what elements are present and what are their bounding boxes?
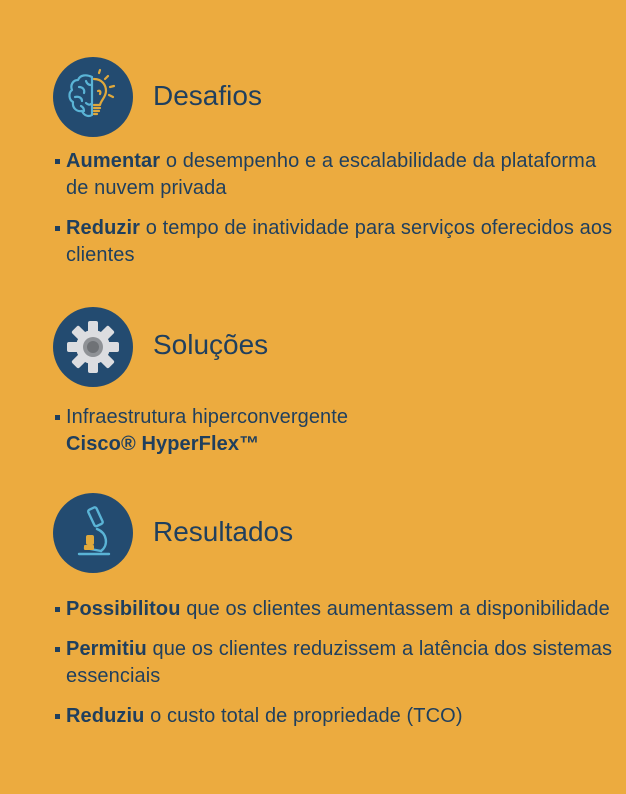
bullet-marker bbox=[55, 415, 60, 420]
list-item bbox=[55, 703, 615, 730]
bullet-text: Infraestrutura hiperconvergente bbox=[66, 406, 349, 428]
list-item bbox=[55, 636, 615, 690]
results-bullets bbox=[55, 596, 615, 730]
bullet-bold: Permitiu bbox=[66, 638, 147, 660]
list-item bbox=[55, 148, 615, 202]
bullet-text: que os clientes aumentassem a disponibilidade bbox=[180, 598, 610, 620]
results-title: Resultados bbox=[153, 516, 294, 547]
challenges-bullets bbox=[55, 148, 615, 269]
product-name: Cisco® HyperFlex™ bbox=[66, 433, 260, 455]
list-item bbox=[55, 404, 615, 458]
bullet-marker bbox=[55, 226, 60, 231]
bullet-bold: Reduziu bbox=[66, 705, 145, 727]
bullet-marker bbox=[55, 647, 60, 652]
gear-icon bbox=[53, 307, 133, 387]
solutions-bullets bbox=[55, 404, 615, 458]
list-item bbox=[55, 215, 615, 269]
bullet-bold: Reduzir bbox=[66, 217, 141, 239]
bullet-bold: Possibilitou bbox=[66, 598, 181, 620]
bullet-marker bbox=[55, 607, 60, 612]
bullet-text: o tempo de inatividade para serviços oferecidos aos clientes bbox=[66, 217, 613, 266]
brain-lightbulb-icon bbox=[53, 57, 133, 137]
bullet-marker bbox=[55, 159, 60, 164]
challenges-title: Desafios bbox=[153, 80, 262, 111]
solutions-title: Soluções bbox=[153, 329, 269, 360]
bullet-text: o desempenho e a escalabilidade da plataforma de nuvem privada bbox=[66, 150, 597, 199]
bullet-marker bbox=[55, 714, 60, 719]
bullet-bold: Aumentar bbox=[66, 150, 161, 172]
microscope-icon bbox=[53, 493, 133, 573]
list-item bbox=[55, 596, 615, 623]
bullet-text: que os clientes reduzissem a latência dos sistemas essenciais bbox=[66, 638, 613, 687]
bullet-text: o custo total de propriedade (TCO) bbox=[144, 705, 463, 727]
